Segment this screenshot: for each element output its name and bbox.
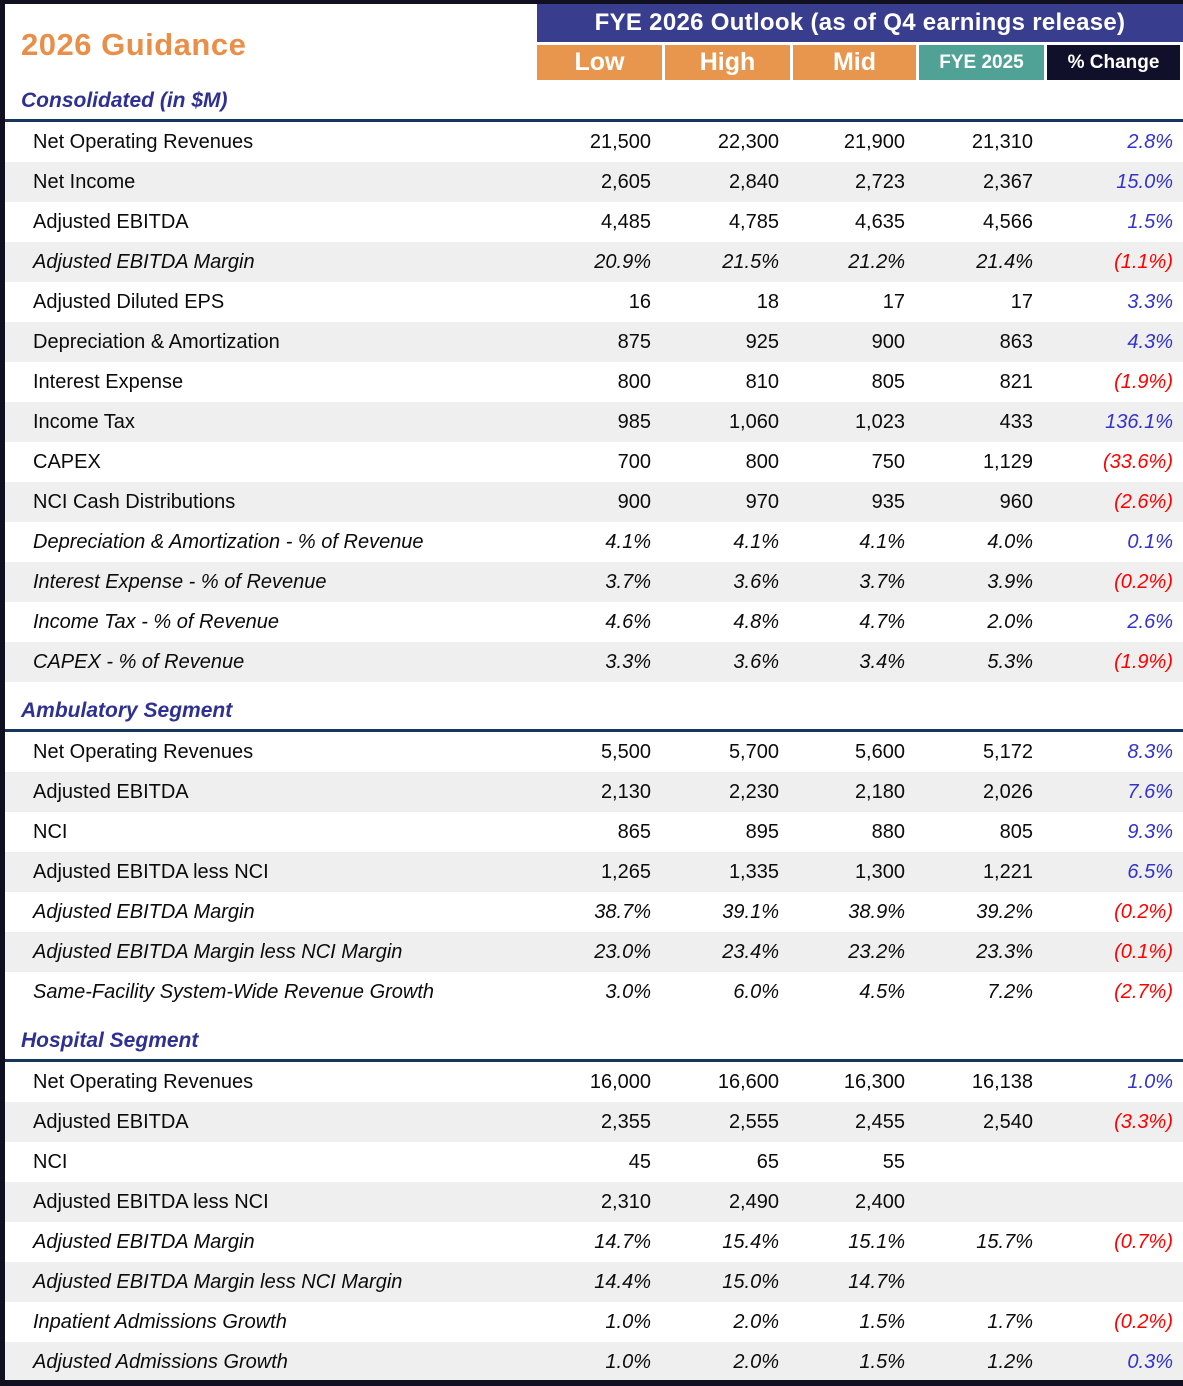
row-label: Income Tax - % of Revenue	[33, 610, 280, 633]
row-label: Adjusted Admissions Growth	[33, 1350, 288, 1373]
table-row	[5, 562, 1183, 602]
value-fye2025: 1,129	[982, 450, 1033, 473]
value-mid: 23.2%	[848, 940, 905, 963]
value-low: 700	[617, 450, 651, 473]
table-row	[5, 522, 1183, 562]
value-change: 0.1%	[1127, 530, 1173, 553]
row-label: Adjusted EBITDA	[33, 210, 189, 233]
value-mid: 15.1%	[848, 1230, 905, 1253]
table-row	[5, 282, 1183, 322]
value-high: 3.6%	[733, 570, 779, 593]
row-label: Interest Expense - % of Revenue	[33, 570, 327, 593]
value-high: 4.8%	[733, 610, 779, 633]
value-fye2025: 805	[999, 820, 1033, 843]
table-row	[5, 362, 1183, 402]
row-label: Adjusted EBITDA less NCI	[33, 860, 269, 883]
value-fye2025: 16,138	[971, 1070, 1033, 1093]
value-change: 2.6%	[1127, 610, 1173, 633]
row-label: Adjusted EBITDA	[33, 1110, 189, 1133]
table-row	[5, 202, 1183, 242]
value-change: (0.2%)	[1114, 1310, 1173, 1333]
value-fye2025: 4,566	[982, 210, 1033, 233]
row-label: Net Operating Revenues	[33, 1070, 254, 1093]
value-high: 15.4%	[722, 1230, 779, 1253]
value-fye2025: 21.4%	[976, 250, 1033, 273]
value-mid: 4.5%	[859, 980, 905, 1003]
value-mid: 21.2%	[848, 250, 905, 273]
column-header-high: High	[665, 45, 793, 80]
value-low: 4.6%	[605, 610, 651, 633]
value-low: 16,000	[589, 1070, 651, 1093]
value-low: 2,605	[600, 170, 651, 193]
value-low: 21,500	[589, 130, 651, 153]
table-row	[5, 602, 1183, 642]
table-sections	[5, 80, 1183, 1382]
value-mid: 4.7%	[859, 610, 905, 633]
table-row	[5, 1302, 1183, 1342]
value-low: 2,130	[600, 780, 651, 803]
value-mid: 750	[871, 450, 905, 473]
value-low: 1.0%	[605, 1350, 651, 1373]
row-label: Same-Facility System-Wide Revenue Growth	[33, 980, 435, 1003]
table-row	[5, 732, 1183, 772]
value-fye2025: 863	[999, 330, 1033, 353]
value-fye2025: 960	[999, 490, 1033, 513]
value-high: 970	[745, 490, 779, 513]
value-fye2025: 23.3%	[976, 940, 1033, 963]
table-row	[5, 1062, 1183, 1102]
value-mid: 1,300	[854, 860, 905, 883]
value-change: (1.9%)	[1114, 650, 1173, 673]
value-mid: 16,300	[843, 1070, 905, 1093]
row-label: Net Operating Revenues	[33, 130, 254, 153]
row-label: Adjusted EBITDA Margin less NCI Margin	[33, 1270, 403, 1293]
table-row	[5, 1102, 1183, 1142]
value-fye2025: 17	[1010, 290, 1033, 313]
value-mid: 935	[871, 490, 905, 513]
value-change: (2.6%)	[1114, 490, 1173, 513]
section-heading: Consolidated (in $M)	[21, 89, 228, 112]
value-change: (0.7%)	[1114, 1230, 1173, 1253]
section-heading: Hospital Segment	[21, 1029, 199, 1052]
value-fye2025: 1.2%	[987, 1350, 1033, 1373]
value-high: 2.0%	[733, 1310, 779, 1333]
value-fye2025: 821	[999, 370, 1033, 393]
row-label: Adjusted EBITDA	[33, 780, 189, 803]
column-header-mid: Mid	[793, 45, 919, 80]
value-change: 15.0%	[1116, 170, 1173, 193]
table-row	[5, 1142, 1183, 1182]
value-low: 800	[617, 370, 651, 393]
row-label: Adjusted Diluted EPS	[33, 290, 225, 313]
value-low: 3.3%	[605, 650, 651, 673]
value-low: 3.7%	[605, 570, 651, 593]
table-row	[5, 1342, 1183, 1382]
value-high: 18	[756, 290, 779, 313]
value-fye2025: 7.2%	[987, 980, 1033, 1003]
value-change: 1.0%	[1127, 1070, 1173, 1093]
value-high: 800	[745, 450, 779, 473]
value-high: 2,555	[728, 1110, 779, 1133]
section	[5, 80, 1183, 682]
row-label: NCI	[33, 820, 68, 843]
value-fye2025: 2,367	[982, 170, 1033, 193]
value-fye2025: 15.7%	[976, 1230, 1033, 1253]
value-change: (2.7%)	[1114, 980, 1173, 1003]
value-high: 895	[745, 820, 779, 843]
section	[5, 682, 1183, 1012]
value-high: 15.0%	[722, 1270, 779, 1293]
value-mid: 4,635	[854, 210, 905, 233]
table-row	[5, 1222, 1183, 1262]
value-mid: 805	[871, 370, 905, 393]
row-label: Income Tax	[33, 410, 135, 433]
value-low: 1,265	[600, 860, 651, 883]
value-fye2025: 3.9%	[987, 570, 1033, 593]
table-row	[5, 852, 1183, 892]
value-fye2025: 1,221	[982, 860, 1033, 883]
table-row	[5, 322, 1183, 362]
value-high: 3.6%	[733, 650, 779, 673]
value-low: 45	[628, 1150, 651, 1173]
value-mid: 1.5%	[859, 1350, 905, 1373]
value-high: 23.4%	[722, 940, 779, 963]
value-mid: 1.5%	[859, 1310, 905, 1333]
page-title: 2026 Guidance	[21, 27, 247, 62]
value-change: (3.3%)	[1114, 1110, 1173, 1133]
value-mid: 2,180	[854, 780, 905, 803]
section	[5, 1012, 1183, 1382]
column-headers	[537, 45, 1183, 80]
value-high: 2,230	[728, 780, 779, 803]
value-fye2025: 433	[999, 410, 1033, 433]
page-header	[5, 4, 1183, 80]
value-change: (0.2%)	[1114, 900, 1173, 923]
value-low: 2,310	[600, 1190, 651, 1213]
value-fye2025: 39.2%	[976, 900, 1033, 923]
value-high: 22,300	[717, 130, 779, 153]
value-low: 2,355	[600, 1110, 651, 1133]
value-fye2025: 2,540	[982, 1110, 1033, 1133]
value-mid: 5,600	[854, 740, 905, 763]
table-row	[5, 812, 1183, 852]
value-low: 3.0%	[605, 980, 651, 1003]
value-mid: 4.1%	[859, 530, 905, 553]
table-row	[5, 1262, 1183, 1302]
table-row	[5, 892, 1183, 932]
table-row	[5, 162, 1183, 202]
row-label: CAPEX	[33, 450, 101, 473]
value-high: 16,600	[717, 1070, 779, 1093]
value-mid: 2,400	[854, 1190, 905, 1213]
value-change: 3.3%	[1127, 290, 1173, 313]
value-fye2025: 5,172	[982, 740, 1033, 763]
value-mid: 21,900	[843, 130, 905, 153]
outlook-header: FYE 2026 Outlook (as of Q4 earnings release)	[537, 4, 1183, 42]
table-row	[5, 402, 1183, 442]
row-label: Adjusted EBITDA Margin	[33, 1230, 255, 1253]
value-change: (33.6%)	[1102, 450, 1173, 473]
value-high: 65	[756, 1150, 779, 1173]
value-change: (1.1%)	[1114, 250, 1173, 273]
value-high: 2.0%	[733, 1350, 779, 1373]
value-mid: 900	[871, 330, 905, 353]
row-label: NCI Cash Distributions	[33, 490, 236, 513]
value-change: 8.3%	[1127, 740, 1173, 763]
value-low: 16	[628, 290, 651, 313]
value-fye2025: 5.3%	[987, 650, 1033, 673]
value-low: 1.0%	[605, 1310, 651, 1333]
value-mid: 3.7%	[859, 570, 905, 593]
value-fye2025: 4.0%	[987, 530, 1033, 553]
value-mid: 2,455	[854, 1110, 905, 1133]
value-fye2025: 21,310	[971, 130, 1033, 153]
table-row	[5, 242, 1183, 282]
row-label: Adjusted EBITDA Margin	[33, 250, 255, 273]
value-low: 900	[617, 490, 651, 513]
value-change: 136.1%	[1105, 410, 1173, 433]
value-change: 1.5%	[1127, 210, 1173, 233]
value-change: (0.2%)	[1114, 570, 1173, 593]
table-row	[5, 122, 1183, 162]
value-change: 2.8%	[1127, 130, 1173, 153]
value-low: 4,485	[600, 210, 651, 233]
title-area	[5, 4, 537, 80]
value-change: 9.3%	[1127, 820, 1173, 843]
value-fye2025: 1.7%	[987, 1310, 1033, 1333]
table-row	[5, 932, 1183, 972]
value-mid: 880	[871, 820, 905, 843]
value-high: 4,785	[728, 210, 779, 233]
value-low: 23.0%	[594, 940, 651, 963]
section-heading: Ambulatory Segment	[21, 699, 233, 722]
value-high: 2,490	[728, 1190, 779, 1213]
table-row	[5, 772, 1183, 812]
value-change: 7.6%	[1127, 780, 1173, 803]
value-fye2025: 2,026	[982, 780, 1033, 803]
row-label: Depreciation & Amortization - % of Revenue	[33, 530, 424, 553]
row-label: Depreciation & Amortization	[33, 330, 280, 353]
value-low: 38.7%	[594, 900, 651, 923]
value-high: 6.0%	[733, 980, 779, 1003]
row-label: Net Operating Revenues	[33, 740, 254, 763]
table-row	[5, 1182, 1183, 1222]
row-label: NCI	[33, 1150, 68, 1173]
column-header-change: % Change	[1047, 45, 1180, 80]
value-mid: 14.7%	[848, 1270, 905, 1293]
table-row	[5, 972, 1183, 1012]
value-mid: 55	[882, 1150, 905, 1173]
row-label: Adjusted EBITDA Margin	[33, 900, 255, 923]
value-low: 865	[617, 820, 651, 843]
value-mid: 2,723	[854, 170, 905, 193]
row-label: Adjusted EBITDA less NCI	[33, 1190, 269, 1213]
value-low: 14.4%	[594, 1270, 651, 1293]
value-high: 21.5%	[722, 250, 779, 273]
value-high: 810	[745, 370, 779, 393]
row-label: Net Income	[33, 170, 136, 193]
value-high: 1,335	[728, 860, 779, 883]
outlook-header-area	[537, 4, 1183, 80]
value-change: (1.9%)	[1114, 370, 1173, 393]
table-row	[5, 642, 1183, 682]
column-header-low: Low	[537, 45, 665, 80]
row-label: Interest Expense	[33, 370, 184, 393]
value-fye2025: 2.0%	[987, 610, 1033, 633]
value-high: 39.1%	[722, 900, 779, 923]
value-mid: 38.9%	[848, 900, 905, 923]
row-label: Adjusted EBITDA Margin less NCI Margin	[33, 940, 403, 963]
value-high: 2,840	[728, 170, 779, 193]
value-low: 875	[617, 330, 651, 353]
value-change: 0.3%	[1127, 1350, 1173, 1373]
column-header-fye2025: FYE 2025	[919, 45, 1047, 80]
value-high: 1,060	[728, 410, 779, 433]
value-high: 925	[745, 330, 779, 353]
value-low: 4.1%	[605, 530, 651, 553]
row-label: CAPEX - % of Revenue	[33, 650, 245, 673]
value-change: (0.1%)	[1114, 940, 1173, 963]
value-low: 5,500	[600, 740, 651, 763]
value-high: 4.1%	[733, 530, 779, 553]
table-row	[5, 482, 1183, 522]
value-low: 14.7%	[594, 1230, 651, 1253]
value-mid: 3.4%	[859, 650, 905, 673]
value-change: 6.5%	[1127, 860, 1173, 883]
value-low: 20.9%	[594, 250, 651, 273]
value-low: 985	[617, 410, 651, 433]
value-change: 4.3%	[1127, 330, 1173, 353]
value-mid: 1,023	[854, 410, 905, 433]
value-high: 5,700	[728, 740, 779, 763]
value-mid: 17	[882, 290, 905, 313]
row-label: Inpatient Admissions Growth	[33, 1310, 287, 1333]
table-row	[5, 442, 1183, 482]
